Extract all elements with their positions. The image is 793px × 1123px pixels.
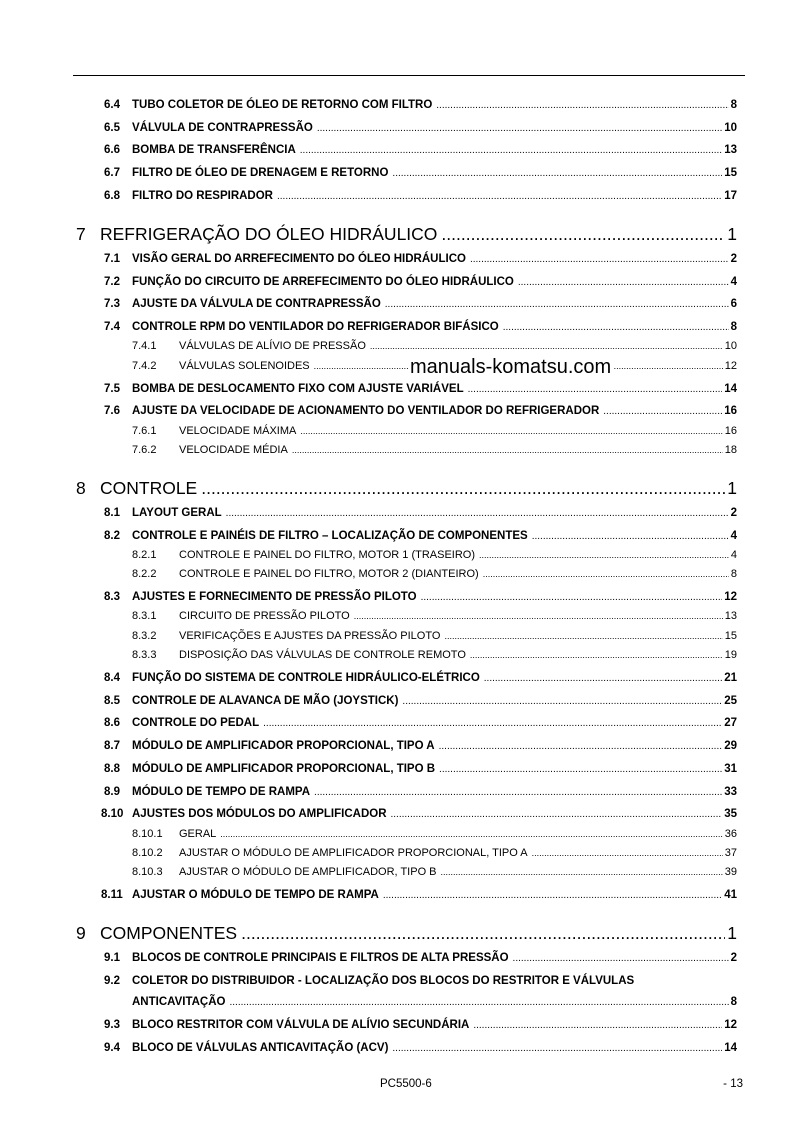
entry-page: 1 (727, 223, 737, 244)
entry-number: 8.2 (104, 529, 120, 542)
dot-leader (468, 384, 723, 394)
dot-leader (436, 100, 728, 110)
entry-number: 7.4.1 (132, 340, 157, 353)
toc-entry[interactable] (0, 122, 793, 138)
entry-number: 8.2.2 (132, 568, 157, 581)
entry-title: VELOCIDADE MÉDIA (179, 443, 288, 456)
entry-title: AJUSTES DOS MÓDULOS DO AMPLIFICADOR (132, 808, 387, 821)
entry-line (179, 340, 737, 352)
entry-line (132, 717, 737, 729)
toc-entry[interactable] (0, 478, 793, 500)
entry-title: AJUSTE DA VÁLVULA DE CONTRAPRESSÃO (132, 298, 381, 311)
entry-page: 8 (730, 320, 737, 333)
entry-number: 7 (76, 223, 86, 244)
entry-page: 16 (724, 405, 737, 418)
toc-entry[interactable] (0, 253, 793, 269)
entry-page: 13 (724, 144, 737, 157)
entry-title: CONTROLE RPM DO VENTILADOR DO REFRIGERADOR BIFÁSICO (132, 320, 499, 333)
entry-number: 8.2.1 (132, 548, 157, 561)
toc-entry[interactable] (0, 340, 793, 355)
entry-title: MÓDULO DE AMPLIFICADOR PROPORCIONAL, TIPO A (132, 740, 435, 753)
entry-number: 7.4 (104, 320, 120, 333)
entry-title: GERAL (179, 827, 217, 840)
entry-title: AJUSTES E FORNECIMENTO DE PRESSÃO PILOTO (132, 591, 417, 604)
entry-title: COLETOR DO DISTRIBUIDOR - LOCALIZAÇÃO DOS BLOCOS DO RESTRITOR E VÁLVULAS (132, 974, 635, 987)
entry-title: CONTROLE DE ALAVANCA DE MÃO (JOYSTICK) (132, 694, 399, 707)
entry-title: DISPOSIÇÃO DAS VÁLVULAS DE CONTROLE REMOTO (179, 649, 466, 661)
toc-entry[interactable] (0, 786, 793, 802)
entry-page: 41 (724, 889, 737, 902)
entry-page: 2 (730, 506, 737, 519)
entry-page: 37 (724, 846, 737, 859)
toc-entry[interactable] (0, 763, 793, 779)
entry-title: BLOCO DE VÁLVULAS ANTICAVITAÇÃO (ACV) (132, 1041, 389, 1054)
dot-leader (391, 809, 723, 819)
entry-line (132, 321, 737, 333)
entry-title: CONTROLE DO PEDAL (132, 717, 260, 730)
toc-entry[interactable] (0, 808, 793, 824)
dot-leader (439, 741, 723, 751)
entry-page: 1 (727, 477, 737, 498)
entry-line (179, 610, 737, 622)
entry-page: 4 (730, 275, 737, 288)
entry-title: AJUSTE DA VELOCIDADE DE ACIONAMENTO DO VENTILADOR DO REFRIGERADOR (132, 405, 600, 418)
entry-page: 21 (724, 672, 737, 684)
entry-title: FUNÇÃO DO CIRCUITO DE ARREFECIMENTO DO ÓLEO HIDRÁULICO (132, 275, 514, 288)
toc-entry[interactable] (0, 549, 793, 564)
toc-entry[interactable] (0, 425, 793, 440)
dot-leader (300, 145, 722, 155)
entry-title: VÁLVULAS SOLENOIDES (179, 359, 310, 372)
footer-doc-code: PC5500-6 (380, 1078, 432, 1090)
entry-line (100, 224, 737, 245)
dot-leader (532, 848, 723, 857)
entry-line (132, 122, 737, 134)
toc-entry[interactable] (0, 444, 793, 459)
dot-leader (532, 531, 729, 541)
entry-number: 8.3.2 (132, 629, 157, 642)
entry-title: REFRIGERAÇÃO DO ÓLEO HIDRÁULICO (100, 223, 438, 244)
toc-entry[interactable] (0, 276, 793, 292)
entry-title: CIRCUITO DE PRESSÃO PILOTO (179, 610, 350, 623)
toc-entry[interactable] (0, 99, 793, 115)
entry-page: 10 (724, 121, 737, 134)
dot-leader (470, 254, 729, 264)
entry-title: AJUSTAR O MÓDULO DE AMPLIFICADOR PROPORCIONAL, TIPO A (179, 846, 528, 859)
entry-line (179, 866, 737, 878)
dot-leader (402, 696, 722, 706)
entry-number: 8.8 (104, 762, 120, 775)
dot-leader (392, 168, 722, 178)
entry-line (132, 1042, 737, 1054)
entry-title: VISÃO GERAL DO ARREFECIMENTO DO ÓLEO HIDRÁULICO (132, 252, 466, 265)
header-rule (73, 75, 745, 76)
entry-page: 13 (724, 610, 737, 623)
entry-number: 7.6.2 (132, 443, 157, 456)
dot-leader (226, 508, 729, 518)
entry-number: 8.10.3 (132, 866, 163, 879)
dot-leader (603, 406, 722, 416)
entry-line (132, 144, 737, 156)
entry-title: TUBO COLETOR DE ÓLEO DE RETORNO COM FILTRO (132, 99, 433, 111)
entry-line (179, 568, 737, 580)
entry-page: 8 (730, 99, 737, 111)
entry-title: VELOCIDADE MÁXIMA (179, 424, 297, 437)
dot-leader (518, 277, 729, 287)
entry-page: 15 (724, 167, 737, 180)
entry-line (132, 695, 737, 707)
dot-leader (317, 123, 722, 133)
entry-title: ANTICAVITAÇÃO (132, 996, 226, 1009)
toc-entry[interactable] (0, 889, 793, 905)
toc-entry[interactable] (0, 828, 793, 843)
entry-number: 7.5 (104, 382, 120, 395)
toc-entry[interactable] (0, 866, 793, 881)
entry-line (132, 808, 737, 820)
entry-number: 8.11 (101, 889, 123, 902)
entry-line (132, 996, 737, 1008)
entry-number: 8.3.3 (132, 649, 157, 661)
entry-title: COMPONENTES (100, 923, 238, 944)
dot-leader (277, 191, 722, 201)
entry-number: 8.10.1 (132, 827, 163, 840)
footer-page-number: - 13 (723, 1078, 743, 1090)
entry-title: CONTROLE E PAINÉIS DE FILTRO – LOCALIZAÇÃO DE COMPONENTES (132, 529, 528, 542)
entry-page: 4 (730, 548, 737, 561)
toc-entry[interactable] (0, 568, 793, 583)
entry-number: 8.10.2 (132, 846, 163, 859)
toc-entry[interactable] (0, 144, 793, 160)
entry-number: 8.9 (104, 785, 120, 798)
entry-line (132, 383, 737, 395)
dot-leader (473, 1020, 722, 1030)
toc-entry[interactable] (0, 321, 793, 337)
entry-line (179, 847, 737, 859)
entry-line (132, 591, 737, 603)
entry-page: 19 (724, 649, 737, 661)
toc-entry[interactable] (0, 923, 793, 945)
entry-line (179, 828, 737, 840)
entry-title: MÓDULO DE TEMPO DE RAMPA (132, 785, 311, 798)
dot-leader (421, 592, 723, 602)
entry-number: 7.6 (104, 405, 120, 418)
entry-title: AJUSTAR O MÓDULO DE AMPLIFICADOR, TIPO B (179, 866, 437, 879)
toc-entry[interactable] (0, 630, 793, 645)
dot-leader (439, 764, 722, 774)
toc-entry[interactable] (0, 405, 793, 421)
dot-leader (441, 224, 725, 242)
entry-page: 2 (730, 952, 737, 965)
toc-entry[interactable] (0, 847, 793, 862)
entry-line (132, 253, 737, 265)
entry-page: 18 (724, 443, 737, 456)
toc-entry[interactable] (0, 507, 793, 523)
toc-entry[interactable] (0, 530, 793, 546)
entry-title: BLOCO RESTRITOR COM VÁLVULA DE ALÍVIO SECUNDÁRIA (132, 1019, 470, 1031)
dot-leader (503, 322, 729, 332)
entry-line (132, 1019, 737, 1031)
entry-number: 6.4 (104, 99, 120, 111)
dot-leader (300, 426, 722, 435)
entry-page: 36 (724, 827, 737, 840)
entry-page: 16 (724, 424, 737, 437)
entry-number: 9.4 (104, 1041, 120, 1054)
entry-page: 29 (724, 740, 737, 753)
entry-line (132, 763, 737, 775)
entry-line (132, 530, 737, 542)
entry-title: AJUSTAR O MÓDULO DE TEMPO DE RAMPA (132, 889, 379, 902)
entry-page: 14 (724, 382, 737, 395)
dot-leader (484, 673, 722, 683)
entry-number: 8.7 (104, 740, 120, 753)
entry-line (132, 298, 737, 310)
toc-entry[interactable] (0, 717, 793, 733)
toc-entry[interactable] (0, 974, 793, 1009)
entry-line (179, 649, 737, 661)
entry-number: 8.3.1 (132, 610, 157, 623)
entry-page: 12 (724, 359, 737, 372)
entry-line (179, 425, 737, 437)
entry-line (179, 630, 737, 642)
entry-page: 31 (724, 762, 737, 775)
entry-page: 15 (724, 629, 737, 642)
entry-number: 7.6.1 (132, 424, 157, 437)
toc-entry[interactable] (0, 591, 793, 607)
entry-line (132, 889, 737, 901)
entry-title: VÁLVULA DE CONTRAPRESSÃO (132, 121, 313, 134)
entry-number: 6.5 (104, 121, 120, 134)
dot-leader (385, 299, 729, 309)
entry-title: MÓDULO DE AMPLIFICADOR PROPORCIONAL, TIPO B (132, 762, 436, 775)
toc-entry[interactable] (0, 224, 793, 246)
dot-leader (220, 829, 722, 838)
entry-line (132, 276, 737, 288)
entry-page: 6 (730, 298, 737, 311)
toc-entry[interactable] (0, 952, 793, 968)
entry-number: 8.1 (104, 506, 120, 519)
entry-page: 8 (730, 996, 737, 1009)
entry-number: 8 (76, 477, 86, 498)
entry-title: LAYOUT GERAL (132, 506, 222, 519)
entry-line (100, 478, 737, 499)
entry-page: 2 (730, 252, 737, 265)
entry-page: 14 (724, 1041, 737, 1054)
entry-line (132, 507, 737, 519)
entry-number: 8.10 (101, 808, 124, 821)
entry-page: 39 (724, 866, 737, 879)
entry-line (132, 952, 737, 964)
toc-entry[interactable] (0, 610, 793, 625)
entry-number: 9.3 (104, 1019, 120, 1031)
dot-leader (354, 611, 723, 620)
entry-number: 6.6 (104, 144, 120, 157)
toc-entry[interactable] (0, 1042, 793, 1058)
entry-line (132, 190, 737, 202)
entry-line (179, 549, 737, 561)
entry-line (132, 405, 737, 417)
entry-line (132, 167, 737, 179)
dot-leader (201, 478, 725, 496)
dot-leader (383, 890, 722, 900)
entry-page: 27 (724, 717, 737, 730)
entry-title: VERIFICAÇÕES E AJUSTES DA PRESSÃO PILOTO (179, 629, 441, 642)
dot-leader (479, 550, 729, 559)
entry-page: 12 (724, 1019, 737, 1031)
entry-title: BLOCOS DE CONTROLE PRINCIPAIS E FILTROS DE ALTA PRESSÃO (132, 952, 509, 965)
toc-entry[interactable] (0, 695, 793, 711)
dot-leader (483, 569, 729, 578)
entry-title: CONTROLE E PAINEL DO FILTRO, MOTOR 1 (TRASEIRO) (179, 548, 476, 561)
dot-leader (229, 997, 728, 1007)
entry-page: 35 (724, 808, 737, 821)
entry-number: 7.2 (104, 275, 120, 288)
entry-page: 8 (730, 568, 737, 581)
dot-leader (513, 953, 729, 963)
entry-number: 9 (76, 923, 86, 944)
dot-leader (392, 1043, 722, 1053)
entry-title: CONTROLE (100, 477, 198, 498)
dot-leader (470, 650, 723, 659)
toc-entry[interactable] (0, 190, 793, 206)
entry-title: BOMBA DE TRANSFERÊNCIA (132, 144, 296, 157)
entry-title: FUNÇÃO DO SISTEMA DE CONTROLE HIDRÁULICO-ELÉTRICO (132, 672, 480, 684)
toc-entry[interactable] (0, 672, 793, 688)
entry-title: CONTROLE E PAINEL DO FILTRO, MOTOR 2 (DIANTEIRO) (179, 568, 479, 581)
entry-line (100, 923, 737, 944)
dot-leader (241, 923, 725, 941)
toc-entry[interactable] (0, 167, 793, 183)
entry-number: 9.2 (104, 974, 120, 987)
entry-line (132, 740, 737, 752)
entry-line (132, 786, 737, 798)
entry-number: 8.5 (104, 694, 120, 707)
entry-number: 9.1 (104, 952, 120, 965)
toc-entry[interactable] (0, 740, 793, 756)
toc-entry[interactable] (0, 298, 793, 314)
entry-line (179, 444, 737, 456)
dot-leader (441, 867, 723, 876)
entry-number: 6.7 (104, 167, 120, 180)
entry-number: 8.4 (104, 672, 120, 684)
entry-page: 33 (724, 785, 737, 798)
entry-page: 12 (724, 591, 737, 604)
toc-entry[interactable] (0, 383, 793, 399)
entry-number: 7.4.2 (132, 359, 157, 372)
toc-entry[interactable] (0, 649, 793, 664)
entry-title: BOMBA DE DESLOCAMENTO FIXO COM AJUSTE VARIÁVEL (132, 382, 464, 395)
entry-number: 7.3 (104, 298, 120, 311)
dot-leader (370, 341, 723, 350)
entry-page: 25 (724, 694, 737, 707)
entry-line (132, 672, 737, 684)
entry-page: 4 (730, 529, 737, 542)
entry-title: VÁLVULAS DE ALÍVIO DE PRESSÃO (179, 340, 366, 353)
dot-leader (263, 718, 722, 728)
entry-number: 8.6 (104, 717, 120, 730)
entry-line (132, 99, 737, 111)
toc-entry[interactable] (0, 360, 793, 375)
entry-number: 7.1 (104, 252, 120, 265)
watermark: manuals-komatsu.com (410, 356, 612, 378)
entry-title: FILTRO DE ÓLEO DE DRENAGEM E RETORNO (132, 167, 389, 180)
entry-number: 6.8 (104, 189, 120, 202)
dot-leader (314, 787, 722, 797)
dot-leader (444, 631, 722, 640)
entry-number: 8.3 (104, 591, 120, 604)
entry-page: 17 (724, 189, 737, 202)
toc-entry[interactable] (0, 1019, 793, 1035)
entry-page: 10 (724, 340, 737, 353)
dot-leader (292, 445, 723, 454)
entry-page: 1 (727, 923, 737, 944)
entry-title: FILTRO DO RESPIRADOR (132, 189, 273, 202)
